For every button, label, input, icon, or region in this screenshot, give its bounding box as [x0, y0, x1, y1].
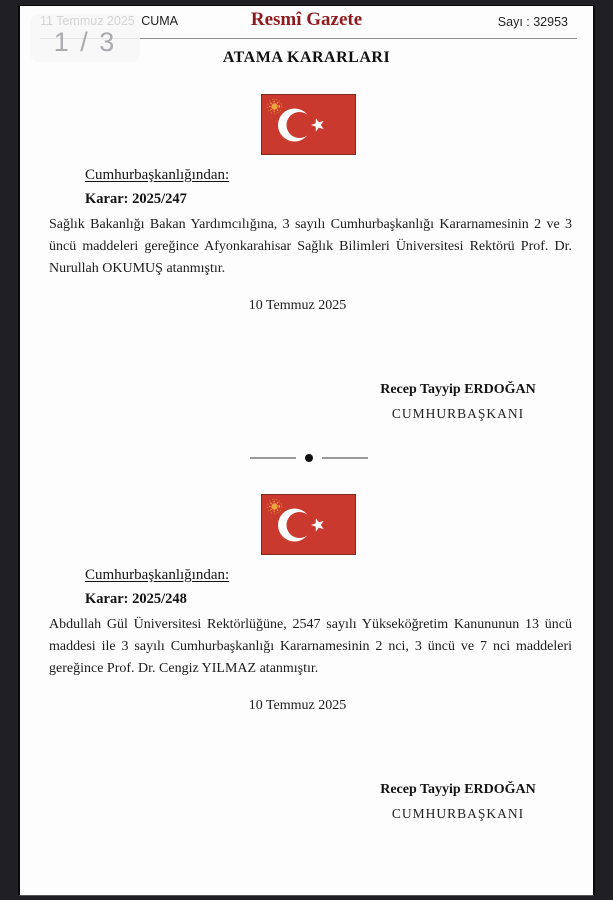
decision-number: Karar: 2025/247 [85, 191, 187, 207]
signer-title: CUMHURBAŞKANI [391, 806, 525, 821]
gazette-title: Resmî Gazete [250, 9, 363, 30]
divider-dot [305, 454, 313, 462]
divider-line-right [322, 457, 368, 459]
decision-date: 10 Temmuz 2025 [248, 698, 347, 713]
decision-date: 10 Temmuz 2025 [248, 298, 347, 313]
turkish-presidential-flag-icon [261, 494, 356, 555]
section-divider [248, 452, 369, 464]
divider-line-left [250, 457, 296, 459]
authority-heading: Cumhurbaşkanlığından: [85, 567, 230, 583]
gazette-day-text: CUMA [141, 14, 179, 28]
signer-name: Recep Tayyip ERDOĞAN [380, 782, 536, 797]
signer-title: CUMHURBAŞKANI [391, 406, 525, 421]
signer-name: Recep Tayyip ERDOĞAN [380, 382, 536, 397]
decision-body-text: Abdullah Gül Üniversitesi Rektörlüğüne, 2547 sayılı Yükseköğretim Kanununun 13 üncü maddesi ile 3 sayılı Cumhurbaşkanlığı Kararnamesinin 2 nci, 3 üncü ve 7 nci maddeleri gereğince Prof. Dr. Cengiz YILMAZ atanmıştır. [49, 617, 572, 676]
gazette-page [18, 5, 595, 896]
signature-block [348, 782, 568, 822]
authority-heading: Cumhurbaşkanlığından: [85, 167, 230, 183]
page-indicator-overlay [30, 14, 140, 62]
gazette-issue-number: Sayı : 32953 [497, 15, 568, 29]
document-heading: ATAMA KARARLARI [222, 49, 391, 66]
signature-block [348, 382, 568, 422]
page-indicator-text: 1 / 3 [53, 27, 117, 57]
turkish-presidential-flag-icon [261, 94, 356, 155]
decision-body-text: Sağlık Bakanlığı Bakan Yardımcılığına, 3 sayılı Cumhurbaşkanlığı Kararnamesinin 2 ve 3 üncü maddeleri gereğince Afyonkarahisar Sağlık Bilimleri Üniversitesi Rektörü Prof. Dr. Nurullah OKUMUŞ atanmıştır. [49, 217, 572, 276]
decision-number: Karar: 2025/248 [85, 591, 187, 607]
